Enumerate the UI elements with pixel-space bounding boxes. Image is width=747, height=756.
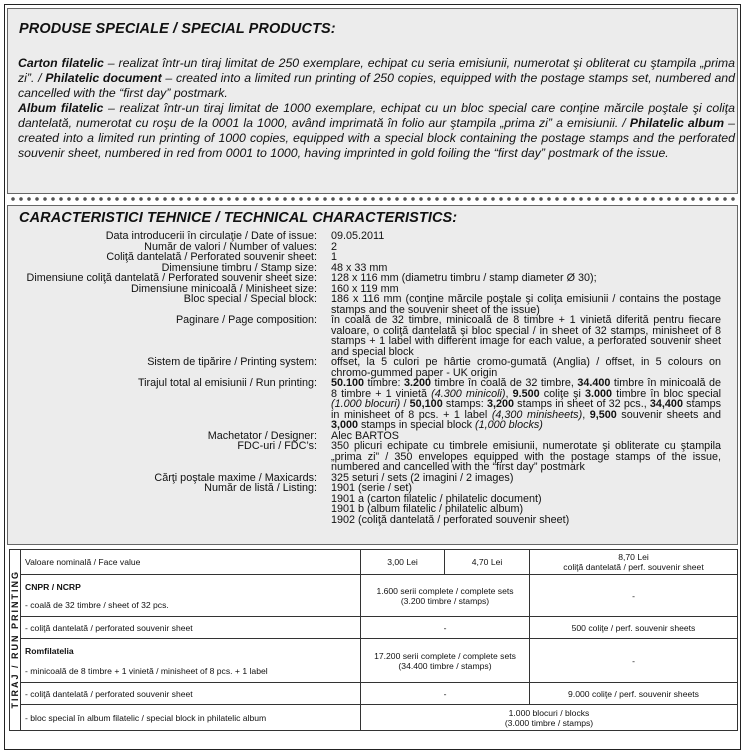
sheet32-dash: -: [530, 575, 738, 617]
face-value-3: 8,70 Lei coliţă dantelată / perf. souvenir sheet: [530, 550, 738, 575]
tech-value: 1: [331, 251, 338, 263]
tech-value: offset, la 5 culori pe hârtie cromo-gumată (Anglia) / offset, in 5 colours on chromo-gummed paper - UK origin: [331, 356, 721, 379]
tech-row: [8, 441, 739, 473]
mini-value: 17.200 serii complete / complete sets (34.400 timbre / stamps): [361, 639, 530, 683]
ss2-dash: -: [361, 683, 530, 705]
ss1-label: - coliţă dantelată / perforated souvenir sheet: [21, 617, 361, 639]
tech-value: 1901 (serie / set) 1901 a (carton filatelic / philatelic document) 1901 b (album filatelic / philatelic album) 1902 (coliţă dantelată / perforated souvenir sheet): [331, 482, 570, 526]
face-value-2: 4,70 Lei: [445, 550, 530, 575]
run-printing-row: [8, 378, 739, 431]
carton-label: Carton filatelic: [18, 56, 104, 70]
tech-value: 09.05.2011: [331, 230, 385, 242]
special-products-title: PRODUSE SPECIALE / SPECIAL PRODUCTS:: [19, 21, 336, 37]
tech-row: [8, 252, 739, 263]
tech-row: [8, 273, 739, 284]
tech-label: Număr de listă / Listing:: [204, 482, 317, 494]
ss2-label: - coliţă dantelată / perforated souvenir sheet: [21, 683, 361, 705]
face-value-1: 3,00 Lei: [361, 550, 445, 575]
tech-label: Tirajul total al emisiunii / Run printing:: [137, 377, 317, 389]
tech-label: Cărţi poştale maxime / Maxicards:: [154, 471, 317, 484]
tech-value: 50.100 timbre: 3.200 timbre în coală de 32 timbre, 34.400 timbre în minicoală de 8 timbre + 1 vinietă (4.300 minicoli), 9.500 coliţe şi 3.000 timbre în bloc special (1.000 blocuri) / 50,100 stamps: 3,200 stamps in sheet of 32 pcs., 34,400 stamps in minisheet of 8 pcs. + 1 label (4,300 minisheets), 9,500 souvenir sheets and 3,000 stamps in special block (1,000 blocks): [331, 377, 722, 431]
tech-row: [8, 294, 739, 315]
side-label: TIRAJ / RUN PRINTING: [10, 550, 21, 731]
phil-doc-label: Philatelic document: [45, 71, 162, 85]
ss1-dash: -: [361, 617, 530, 639]
tech-label: Dimensiune coliţă dantelată / Perforated souvenir sheet size:: [26, 272, 317, 284]
tech-value: 128 x 116 mm (diametru timbru / stamp diameter Ø 30);: [331, 272, 597, 284]
tech-label: Dimensiune minicoală / Minisheet size:: [130, 282, 317, 295]
face-value-label: Valoare nominală / Face value: [21, 550, 361, 575]
tech-row: [8, 357, 739, 378]
album-text: – realizat într-un tiraj limitat de 1000 exemplare, echipat cu un bloc special care conţine mărcile poştale şi coliţa dantelată, numerotat cu roşu de la 0001 la 1000, având imprimată în folio aur ştampila „prima zi” a emisiunii. /: [18, 101, 735, 130]
tech-value: în coală de 32 timbre, minicoală de 8 timbre + 1 vinietă diferită pentru fiecare valoare, o coliţă dantelată şi bloc special / in sheet of 32 stamps, minisheet of 8 stamps + 1 label with different image for each value, a perforated souvenir sheet and special block: [331, 314, 721, 358]
tech-value: Alec BARTOS: [331, 429, 400, 442]
tech-label: Paginare / Page composition:: [175, 314, 317, 326]
sheet32-value: 1.600 serii complete / complete sets (3.200 timbre / stamps): [361, 575, 530, 617]
tech-value: 325 seturi / sets (2 imagini / 2 images): [331, 471, 514, 484]
tech-value: 2: [331, 240, 338, 253]
phil-album-text: – created into a limited run printing of 1000 copies, equipped with a special block containing the postage stamps and the perforated souvenir sheet, numbered in red from 0001 to 1000, having imprinted in gold foiling the “first day” postmark of the issue.: [18, 116, 735, 160]
technical-section: [7, 205, 738, 545]
tech-label: Bloc special / Special block:: [183, 293, 317, 305]
tech-row: [8, 231, 739, 242]
print-run-table: [9, 549, 738, 745]
tech-value: 160 x 119 mm: [331, 282, 399, 295]
tech-label: Coliţă dantelată / Perforated souvenir sheet:: [106, 251, 317, 263]
phil-album-label: Philatelic album: [629, 116, 725, 130]
dotted-divider: [7, 195, 738, 203]
romfil-row: Romfilatelia - minicoală de 8 timbre + 1 vinietă / minisheet of 8 pcs. + 1 label: [21, 639, 361, 683]
tech-row: [8, 315, 739, 357]
tech-value: 48 x 33 mm: [331, 261, 388, 274]
block-label: - bloc special în album filatelic / special block in philatelic album: [21, 705, 361, 731]
tech-label: Număr de valori / Number of values:: [144, 240, 317, 253]
phil-doc-text: – created into a limited run printing of 250 copies, equipped with the postage stamps set, numbered and cancelled with the “first day” postmark.: [18, 71, 735, 100]
listing-row: [8, 483, 739, 525]
block-value: 1.000 blocuri / blocks (3.000 timbre / stamps): [361, 705, 738, 731]
tech-value: 350 plicuri echipate cu timbrele emisiunii, numerotate şi obliterate cu ştampila „prima zi” / 350 envelopes equipped with the postage stamps of the issue, numbered and cancelled with the “first day” postmark: [331, 440, 721, 473]
tech-label: Dimensiune timbru / Stamp size:: [161, 261, 317, 274]
technical-title: CARACTERISTICI TEHNICE / TECHNICAL CHARACTERISTICS:: [19, 210, 458, 226]
ss1-value: 500 coliţe / perf. souvenir sheets: [530, 617, 738, 639]
carton-text: – realizat într-un tiraj limitat de 250 exemplare, echipat cu seria emisiunii, numerotat şi obliterat cu ştampila „prima zi”. /: [18, 56, 735, 85]
album-label: Album filatelic: [18, 101, 104, 115]
tech-label: Machetator / Designer:: [207, 429, 317, 442]
cnpr-row: CNPR / NCRP - coală de 32 timbre / sheet of 32 pcs.: [21, 575, 361, 617]
tech-label: Data introducerii în circulaţie / Date of issue:: [105, 230, 317, 242]
tech-value: 186 x 116 mm (conţine mărcile poştale şi coliţa emisiunii / contains the postage stamps and the souvenir sheet of the issue): [331, 293, 721, 316]
ss2-value: 9.000 coliţe / perf. souvenir sheets: [530, 683, 738, 705]
technical-list: [8, 231, 739, 525]
special-products-section: [7, 8, 738, 194]
mini-dash: -: [530, 639, 738, 683]
tech-label: Sistem de tipărire / Printing system:: [147, 356, 317, 368]
special-products-body: [18, 56, 735, 161]
tech-label: FDC-uri / FDC’s:: [237, 440, 317, 452]
